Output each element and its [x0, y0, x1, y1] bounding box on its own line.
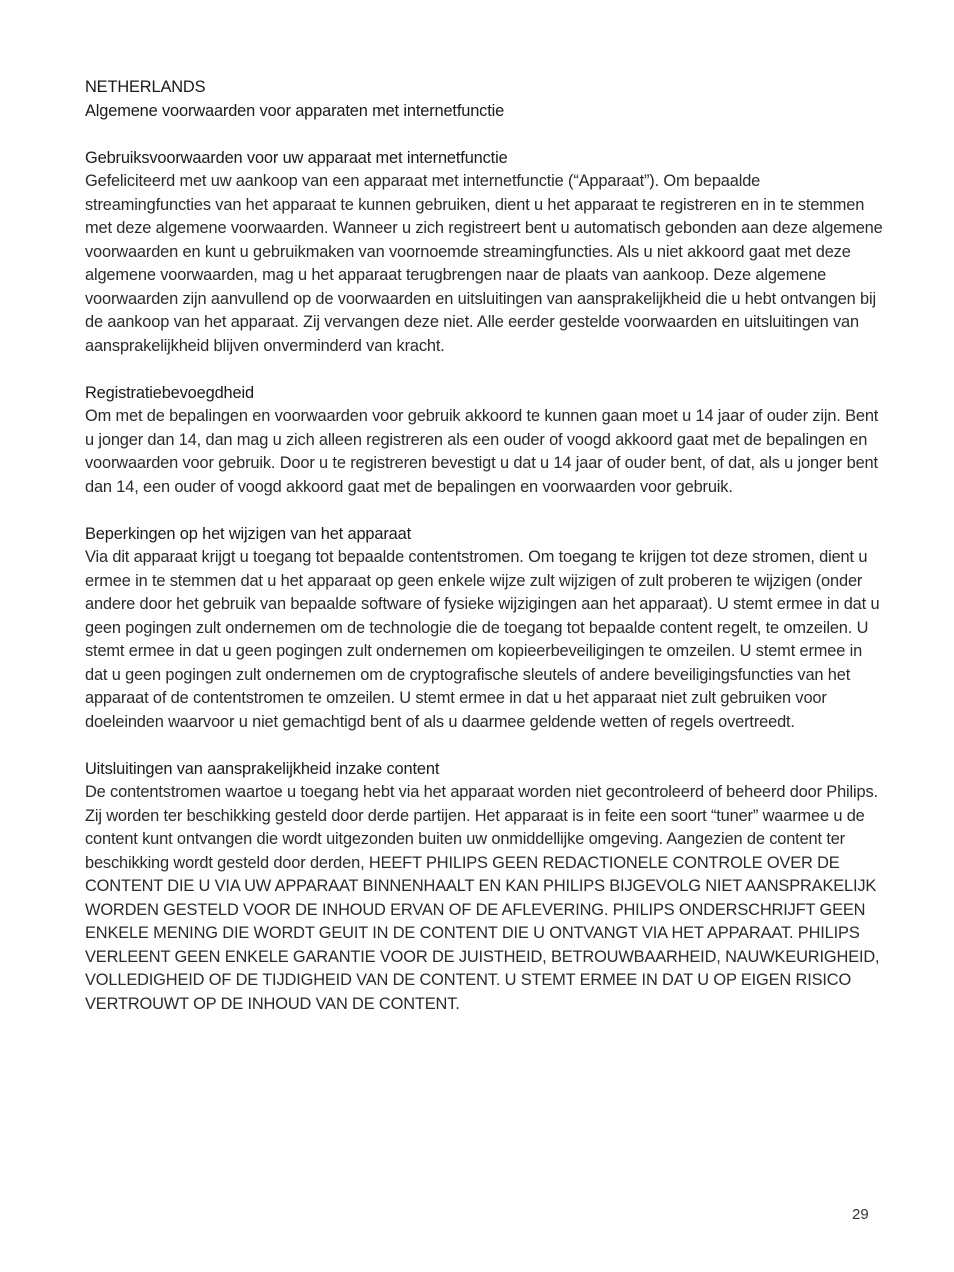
section-modification-limits [85, 523, 885, 735]
country-heading: NETHERLANDS [85, 78, 206, 96]
section-body: Gefeliciteerd met uw aankoop van een apparaat met internetfunctie (“Apparaat”). Om bepaalde streamingfuncties van het apparaat te kunnen gebruiken, dient u het apparaat te registreren en in te stemmen met deze algemene voorwaarden. Wanneer u zich registreert bent u automatisch gebonden aan deze algemene voorwaarden en kunt u gebruikmaken van voornoemde streamingfuncties. Als u niet akkoord gaat met deze algemene voorwaarden, mag u het apparaat terugbrengen naar de plaats van aankoop. Deze algemene voorwaarden zijn aanvullend op de voorwaarden en uitsluitingen van aansprakelijkheid die u hebt ontvangen bij de aankoop van het apparaat. Zij vervangen deze niet. Alle eerder gestelde voorwaarden en uitsluitingen van aansprakelijkheid blijven onverminderd van kracht. [85, 172, 883, 355]
section-heading: Uitsluitingen van aansprakelijkheid inzake content [85, 759, 440, 778]
section-content-disclaimer [85, 758, 885, 1017]
document-title: Algemene voorwaarden voor apparaten met internetfunctie [85, 101, 505, 120]
page-number: 29 [852, 1206, 869, 1223]
section-body: De contentstromen waartoe u toegang hebt via het apparaat worden niet gecontroleerd of beheerd door Philips. Zij worden ter beschikking gesteld door derde partijen. Het apparaat is in feite een soort “tuner” waarmee u de content kunt ontvangen die wordt uitgezonden buiten uw onmiddellijke omgeving. Aangezien de content ter beschikking wordt gesteld door derden, HEEFT PHILIPS GEEN REDACTIONELE CONTROLE OVER DE CONTENT DIE U VIA UW APPARAAT BINNENHAALT EN KAN PHILIPS BIJGEVOLG NIET AANSPRAKELIJK WORDEN GESTELD VOOR DE INHOUD ERVAN OF DE AFLEVERING. PHILIPS ONDERSCHRIJFT GEEN ENKELE MENING DIE WORDT GEUIT IN DE CONTENT DIE U ONTVANGT VIA HET APPARAAT. PHILIPS VERLEENT GEEN ENKELE GARANTIE VOOR DE JUISTHEID, BETROUWBAARHEID, NAUWKEURIGHEID, VOLLEDIGHEID OF DE TIJDIGHEID VAN DE CONTENT. U STEMT ERMEE IN DAT U OP EIGEN RISICO VERTROUWT OP DE INHOUD VAN DE CONTENT. [85, 783, 880, 1013]
document-page [85, 76, 885, 1016]
section-heading: Beperkingen op het wijzigen van het apparaat [85, 524, 411, 543]
section-body: Via dit apparaat krijgt u toegang tot bepaalde contentstromen. Om toegang te krijgen tot deze stromen, dient u ermee in te stemmen dat u het apparaat op geen enkele wijze zult wijzigen of zult proberen te wijzigen (onder andere door het gebruik van bepaalde software of fysieke wijzigingen aan het apparaat). U stemt ermee in dat u geen pogingen zult ondernemen om de technologie die de toegang tot bepaalde content regelt, te omzeilen. U stemt ermee in dat u geen pogingen zult ondernemen om kopieerbeveiligingen te omzeilen. U stemt ermee in dat u geen pogingen zult ondernemen om de cryptografische sleutels of andere beveiligingsfuncties van het apparaat of de contentstromen te omzeilen. U stemt ermee in dat u het apparaat niet zult gebruiken voor doeleinden waarvoor u niet gemachtigd bent of als u daarmee geldende wetten of regels overtreedt. [85, 548, 880, 731]
section-heading: Registratiebevoegdheid [85, 383, 254, 402]
section-registration [85, 382, 885, 500]
section-usage-terms [85, 147, 885, 359]
section-heading: Gebruiksvoorwaarden voor uw apparaat met internetfunctie [85, 148, 508, 167]
section-body: Om met de bepalingen en voorwaarden voor gebruik akkoord te kunnen gaan moet u 14 jaar of ouder zijn. Bent u jonger dan 14, dan mag u zich alleen registreren als een ouder of voogd akkoord gaat met de bepalingen en voorwaarden voor gebruik. Door u te registreren bevestigt u dat u 14 jaar of ouder bent, of dat, als u jonger bent dan 14, een ouder of voogd akkoord gaat met de bepalingen en voorwaarden voor gebruik. [85, 407, 879, 496]
